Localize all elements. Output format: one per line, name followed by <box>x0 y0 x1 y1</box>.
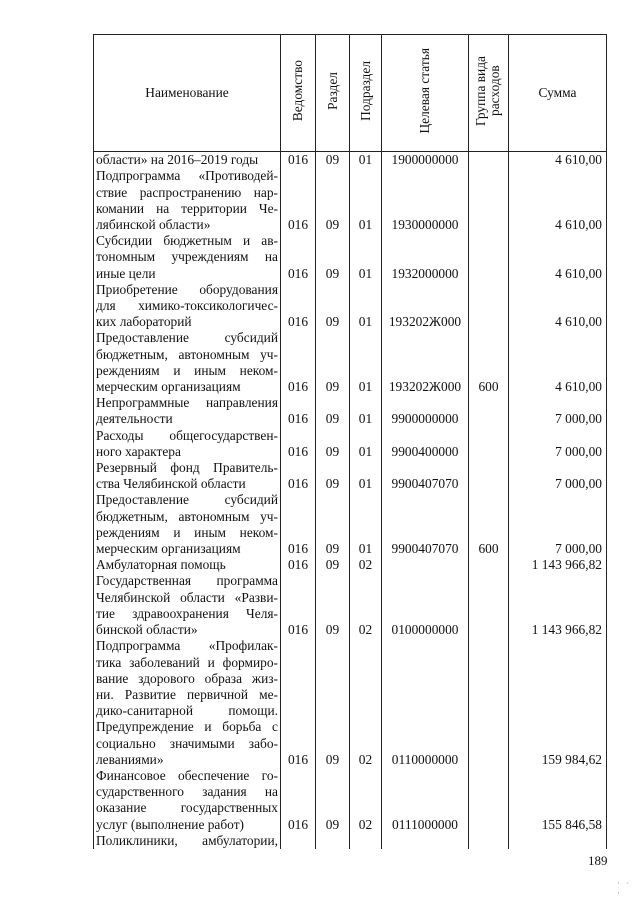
name-line: тономным учреждениям на <box>96 249 278 265</box>
name-line: леваниями» <box>96 751 164 767</box>
table-row <box>94 428 607 460</box>
cell-section: 09 <box>316 330 350 395</box>
header-section <box>316 35 350 152</box>
cell-subsection: 01 <box>350 492 382 557</box>
cell-section: 09 <box>316 768 350 833</box>
name-line: Поликлиники, амбулатории, <box>96 832 278 848</box>
header-department-label: Ведомство <box>290 60 305 122</box>
cell-name <box>94 833 281 849</box>
cell-section: 09 <box>316 638 350 768</box>
name-line: реждениям и иным неком- <box>96 362 278 378</box>
header-department <box>281 35 316 152</box>
cell-name <box>94 428 281 460</box>
cell-department: 016 <box>281 460 316 492</box>
cell-department: 016 <box>281 395 316 427</box>
table-row <box>94 282 607 331</box>
name-line: Финансовое обеспечение го- <box>96 767 278 783</box>
table-row <box>94 768 607 833</box>
cell-target-item: 0100000000 <box>382 573 469 638</box>
cell-expense-group <box>469 638 509 768</box>
name-line: Субсидии бюджетным и ав- <box>96 233 278 249</box>
cell-name <box>94 168 281 233</box>
cell-name <box>94 638 281 768</box>
table-body <box>94 152 607 849</box>
cell-name <box>94 233 281 282</box>
cell-amount: 7 000,00 <box>509 395 607 427</box>
cell-target-item: 9900400000 <box>382 428 469 460</box>
header-subsection <box>350 35 382 152</box>
table-row <box>94 395 607 427</box>
cell-expense-group: 600 <box>469 492 509 557</box>
name-line: дико-санитарной помощи. <box>96 703 278 719</box>
name-line: деятельности <box>96 411 173 427</box>
cell-target-item <box>382 557 469 573</box>
name-line: Подпрограмма «Противодей- <box>96 168 278 184</box>
cell-department: 016 <box>281 282 316 331</box>
cell-amount: 4 610,00 <box>509 168 607 233</box>
name-line: лябинской области» <box>96 217 211 233</box>
cell-section <box>316 833 350 849</box>
header-section-label: Раздел <box>324 72 340 110</box>
cell-department: 016 <box>281 573 316 638</box>
cell-department: 016 <box>281 492 316 557</box>
cell-subsection: 02 <box>350 557 382 573</box>
header-target-item <box>382 35 469 152</box>
cell-target-item: 1932000000 <box>382 233 469 282</box>
name-line: тика заболеваний и формиро- <box>96 654 278 670</box>
cell-amount: 7 000,00 <box>509 492 607 557</box>
cell-target-item: 193202Ж000 <box>382 282 469 331</box>
header-expense-group <box>469 35 509 152</box>
cell-section: 09 <box>316 395 350 427</box>
name-line: вание здорового образа жиз- <box>96 670 278 686</box>
table-row <box>94 152 607 169</box>
cell-subsection: 01 <box>350 330 382 395</box>
cell-expense-group <box>469 768 509 833</box>
cell-department: 016 <box>281 428 316 460</box>
name-line: оказание государственных <box>96 800 278 816</box>
cell-expense-group: 600 <box>469 330 509 395</box>
header-target-item-label: Целевая статья <box>417 48 432 134</box>
cell-amount: 1 143 966,82 <box>509 573 607 638</box>
cell-subsection: 01 <box>350 152 382 169</box>
cell-target-item: 0110000000 <box>382 638 469 768</box>
table-row <box>94 168 607 233</box>
cell-expense-group <box>469 833 509 849</box>
cell-amount: 4 610,00 <box>509 152 607 169</box>
name-line: ства Челябинской области <box>96 476 246 492</box>
cell-amount: 7 000,00 <box>509 428 607 460</box>
name-line: бинской области» <box>96 622 198 638</box>
cell-name <box>94 282 281 331</box>
name-line: социально значимыми забо- <box>96 735 278 751</box>
name-line: Непрограммные направления <box>96 395 278 411</box>
cell-expense-group <box>469 460 509 492</box>
name-line: ствие распространению нар- <box>96 184 278 200</box>
cell-expense-group <box>469 573 509 638</box>
cell-expense-group <box>469 282 509 331</box>
cell-target-item <box>382 833 469 849</box>
cell-amount: 1 143 966,82 <box>509 557 607 573</box>
name-line: Предупреждение и борьба с <box>96 719 278 735</box>
cell-subsection: 02 <box>350 768 382 833</box>
name-line: Расходы общегосударствен- <box>96 427 278 443</box>
table-row <box>94 330 607 395</box>
scan-edge-mark: · · · <box>617 878 632 898</box>
cell-section: 09 <box>316 168 350 233</box>
table-row <box>94 557 607 573</box>
cell-subsection: 01 <box>350 282 382 331</box>
name-line: Подпрограмма «Профилак- <box>96 638 278 654</box>
cell-subsection: 01 <box>350 168 382 233</box>
cell-department: 016 <box>281 557 316 573</box>
name-line: мерческим организациям <box>96 379 241 395</box>
cell-department: 016 <box>281 233 316 282</box>
cell-subsection: 02 <box>350 573 382 638</box>
cell-section: 09 <box>316 428 350 460</box>
cell-amount: 4 610,00 <box>509 282 607 331</box>
name-line: реждениям и иным неком- <box>96 524 278 540</box>
cell-amount: 4 610,00 <box>509 233 607 282</box>
table-row <box>94 460 607 492</box>
name-line: бюджетным, автономным уч- <box>96 346 278 362</box>
cell-department: 016 <box>281 152 316 169</box>
table-row <box>94 233 607 282</box>
cell-target-item: 0111000000 <box>382 768 469 833</box>
cell-target-item: 193202Ж000 <box>382 330 469 395</box>
cell-name <box>94 492 281 557</box>
name-line: мерческим организациям <box>96 541 241 557</box>
table-row <box>94 638 607 768</box>
cell-department: 016 <box>281 768 316 833</box>
header-expense-group-label: Группа вида расходов <box>472 56 502 126</box>
cell-section: 09 <box>316 492 350 557</box>
name-line: услуг (выполнение работ) <box>96 816 245 832</box>
cell-name <box>94 573 281 638</box>
cell-section: 09 <box>316 573 350 638</box>
cell-department <box>281 833 316 849</box>
cell-amount <box>509 833 607 849</box>
cell-amount: 155 846,58 <box>509 768 607 833</box>
cell-department: 016 <box>281 638 316 768</box>
cell-department: 016 <box>281 168 316 233</box>
cell-section: 09 <box>316 152 350 169</box>
cell-amount: 7 000,00 <box>509 460 607 492</box>
table-row <box>94 492 607 557</box>
name-line: Резервный фонд Правитель- <box>96 460 278 476</box>
name-line: ного характера <box>96 443 181 459</box>
cell-target-item: 9900407070 <box>382 492 469 557</box>
cell-expense-group <box>469 395 509 427</box>
cell-subsection: 01 <box>350 233 382 282</box>
cell-name <box>94 460 281 492</box>
name-line: Предоставление субсидий <box>96 330 278 346</box>
name-line: области» на 2016–2019 годы <box>96 152 259 168</box>
name-line: Приобретение оборудования <box>96 281 278 297</box>
name-line: Амбулаторная помощь <box>96 557 226 573</box>
name-line: сударственного задания на <box>96 784 278 800</box>
cell-subsection: 01 <box>350 460 382 492</box>
header-amount: Сумма <box>509 35 607 152</box>
cell-name <box>94 330 281 395</box>
cell-department: 016 <box>281 330 316 395</box>
table-row <box>94 833 607 849</box>
cell-subsection: 01 <box>350 395 382 427</box>
cell-section: 09 <box>316 282 350 331</box>
cell-amount: 4 610,00 <box>509 330 607 395</box>
cell-target-item: 1930000000 <box>382 168 469 233</box>
cell-section: 09 <box>316 460 350 492</box>
cell-name <box>94 395 281 427</box>
table-row <box>94 573 607 638</box>
name-line: Предоставление субсидий <box>96 492 278 508</box>
table-header <box>94 35 607 152</box>
header-name: Наименование <box>94 35 281 152</box>
cell-expense-group <box>469 557 509 573</box>
cell-name <box>94 768 281 833</box>
name-line: ких лабораторий <box>96 314 192 330</box>
cell-target-item: 9900407070 <box>382 460 469 492</box>
name-line: для химико-токсикологичес- <box>96 298 278 314</box>
budget-table <box>93 34 607 849</box>
name-line: бюджетным, автономным уч- <box>96 508 278 524</box>
cell-section: 09 <box>316 557 350 573</box>
header-subsection-label: Подраздел <box>357 61 373 121</box>
cell-target-item: 9900000000 <box>382 395 469 427</box>
cell-expense-group <box>469 168 509 233</box>
cell-subsection: 02 <box>350 638 382 768</box>
cell-expense-group <box>469 233 509 282</box>
name-line: ни. Развитие первичной ме- <box>96 686 278 702</box>
name-line: комании на территории Че- <box>96 200 278 216</box>
name-line: иные цели <box>96 265 156 281</box>
page-number: 189 <box>588 853 608 868</box>
cell-subsection: 01 <box>350 428 382 460</box>
cell-name <box>94 152 281 169</box>
name-line: Государственная программа <box>96 573 278 589</box>
cell-amount: 159 984,62 <box>509 638 607 768</box>
cell-expense-group <box>469 428 509 460</box>
name-line: Челябинской области «Разви- <box>96 589 278 605</box>
cell-expense-group <box>469 152 509 169</box>
cell-target-item: 1900000000 <box>382 152 469 169</box>
cell-section: 09 <box>316 233 350 282</box>
name-line: тие здравоохранения Челя- <box>96 605 278 621</box>
cell-name <box>94 557 281 573</box>
cell-subsection <box>350 833 382 849</box>
